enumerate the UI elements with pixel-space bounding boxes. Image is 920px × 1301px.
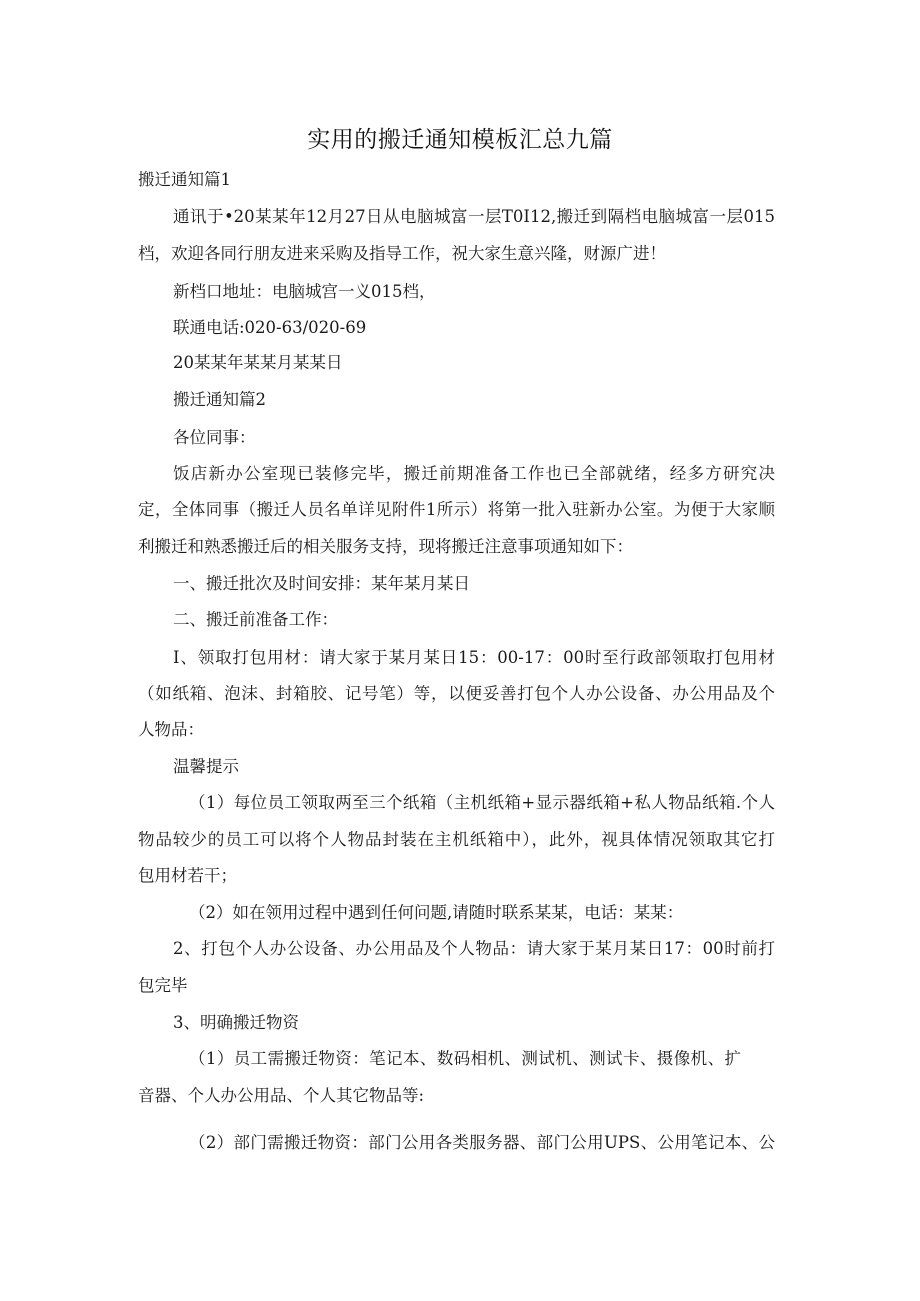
paragraph-line: 20某某年某某月某某日 bbox=[173, 353, 343, 372]
paragraph-line: 2、打包个人办公设备、办公用品及个人物品：请大家于某月某日17：00时前打 bbox=[173, 939, 775, 958]
paragraph-line: 音器、个人办公用品、个人其它物品等: bbox=[138, 1086, 425, 1105]
paragraph-line: （2）部门需搬迁物资：部门公用各类服务器、部门公用UPS、公用笔记本、公 bbox=[189, 1133, 775, 1152]
paragraph-line: 通讯于•20某某年12月27日从电脑城富一层T0I12,搬迁到隔档电脑城富一层015 bbox=[173, 207, 775, 226]
paragraph-line: 包用材若干； bbox=[138, 866, 237, 885]
paragraph-line: 温馨提示 bbox=[173, 757, 239, 776]
paragraph-line: 包完毕 bbox=[138, 976, 188, 995]
section-heading: 搬迁通知篇2 bbox=[173, 390, 266, 409]
document-title: 实用的搬迁通知模板汇总九篇 bbox=[307, 127, 613, 153]
paragraph-line: 档，欢迎各同行朋友进来采购及指导工作，祝大家生意兴隆，财源广进！ bbox=[138, 244, 666, 263]
section-heading: 搬迁通知篇1 bbox=[138, 170, 231, 189]
paragraph-line: 定，全体同事（搬迁人员名单详见附件1所示）将第一批入驻新办公室。为便于大家顺 bbox=[138, 500, 775, 519]
paragraph-line: 各位同事： bbox=[173, 428, 256, 447]
paragraph-line: 人物品： bbox=[138, 720, 204, 739]
paragraph-line: 联通电话:020-63/020-69 bbox=[173, 318, 367, 337]
paragraph-line: 物品较少的员工可以将个人物品封装在主机纸箱中），此外，视具体情况领取其它打 bbox=[138, 830, 775, 849]
paragraph-line: 新档口地址：电脑城宫一义015档， bbox=[173, 282, 436, 301]
paragraph-line: 二、搬迁前准备工作： bbox=[173, 610, 338, 629]
paragraph-line: （1）员工需搬迁物资：笔记本、数码相机、测试机、测试卡、摄像机、扩 bbox=[189, 1049, 741, 1068]
paragraph-line: （2）如在领用过程中遇到任何问题,请随时联系某某，电话：某某： bbox=[189, 903, 684, 922]
paragraph-line: 饭店新办公室现已装修完毕，搬迁前期准备工作也已全部就绪，经多方研究决 bbox=[173, 464, 775, 483]
paragraph-line: 利搬迁和熟悉搬迁后的相关服务支持，现将搬迁注意事项通知如下： bbox=[138, 537, 633, 556]
paragraph-line: I、领取打包用材：请大家于某月某日15：00-17：00时至行政部领取打包用材 bbox=[173, 648, 775, 667]
paragraph-line: 一、搬迁批次及时间安排：某年某月某日 bbox=[173, 574, 470, 593]
paragraph-line: （1）每位员工领取两至三个纸箱（主机纸箱+显示器纸箱+私人物品纸箱.个人 bbox=[189, 793, 775, 812]
paragraph-line: （如纸箱、泡沫、封箱胶、记号笔）等，以便妥善打包个人办公设备、办公用品及个 bbox=[138, 684, 775, 703]
paragraph-line: 3、明确搬迁物资 bbox=[173, 1013, 299, 1032]
